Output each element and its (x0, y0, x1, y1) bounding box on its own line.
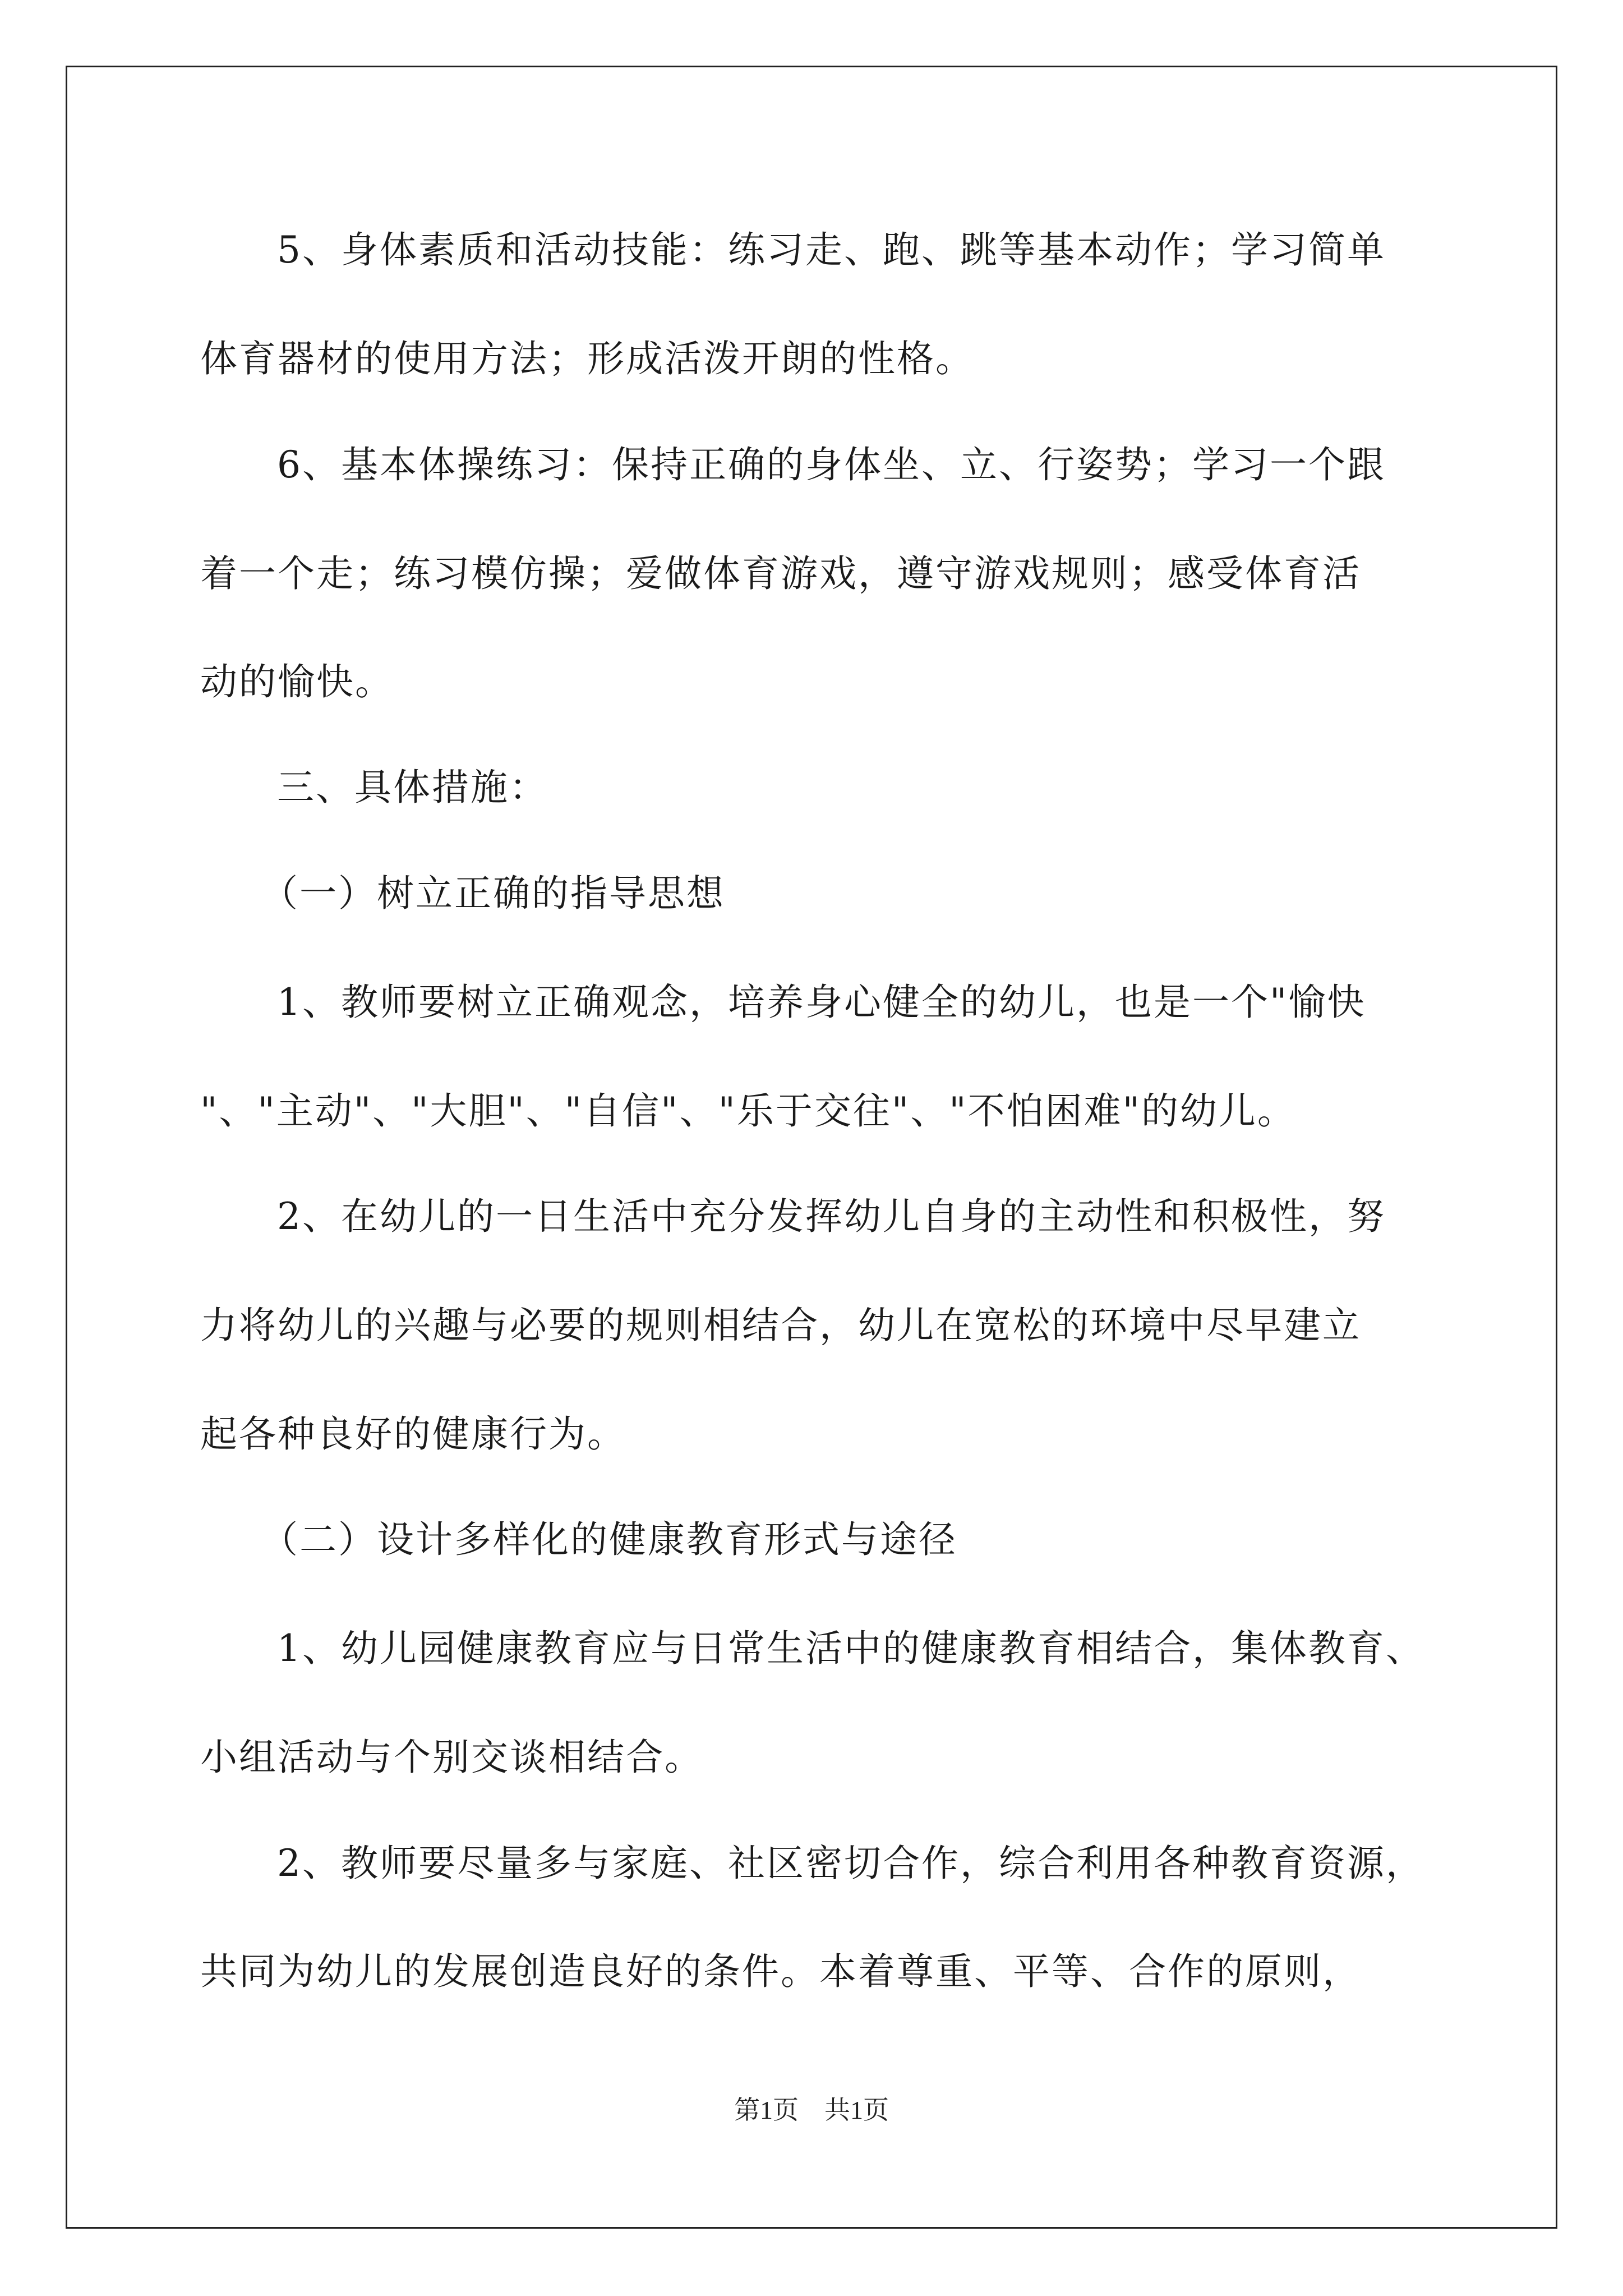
paragraph-line: "、"主动"、"大胆"、"自信"、"乐于交往"、"不怕困难"的幼儿。 (200, 1089, 1296, 1133)
paragraph-line: 2、在幼儿的一日生活中充分发挥幼儿自身的主动性和积极性，努 (277, 1195, 1386, 1238)
paragraph-line: 1、教师要树立正确观念，培养身心健全的幼儿，也是一个"愉快 (277, 981, 1366, 1024)
paragraph-line: 6、基本体操练习：保持正确的身体坐、立、行姿势；学习一个跟 (277, 443, 1386, 486)
page-footer: 第1页 共1页 (734, 2096, 889, 2124)
section-heading: 三、具体措施： (277, 766, 548, 809)
paragraph-line: 动的愉快。 (200, 660, 394, 703)
paragraph-line: 力将幼儿的兴趣与必要的规则相结合，幼儿在宽松的环境中尽早建立 (200, 1304, 1361, 1347)
subsection-heading: （一）树立正确的指导思想 (261, 872, 725, 915)
paragraph-line: 2、教师要尽量多与家庭、社区密切合作，综合利用各种教育资源， (277, 1842, 1424, 1885)
paragraph-line: 5、身体素质和活动技能：练习走、跑、跳等基本动作；学习简单 (277, 228, 1386, 272)
subsection-heading: （二）设计多样化的健康教育形式与途径 (261, 1518, 957, 1561)
paragraph-line: 共同为幼儿的发展创造良好的条件。本着尊重、平等、合作的原则， (200, 1950, 1361, 1993)
paragraph-line: 1、幼儿园健康教育应与日常生活中的健康教育相结合，集体教育、 (277, 1627, 1424, 1670)
paragraph-line: 体育器材的使用方法；形成活泼开朗的性格。 (200, 337, 974, 380)
paragraph-line: 着一个走；练习模仿操；爱做体育游戏，遵守游戏规则；感受体育活 (200, 552, 1361, 595)
paragraph-line: 起各种良好的健康行为。 (200, 1412, 626, 1456)
paragraph-line: 小组活动与个别交谈相结合。 (200, 1736, 703, 1779)
page-border (66, 66, 1557, 2229)
